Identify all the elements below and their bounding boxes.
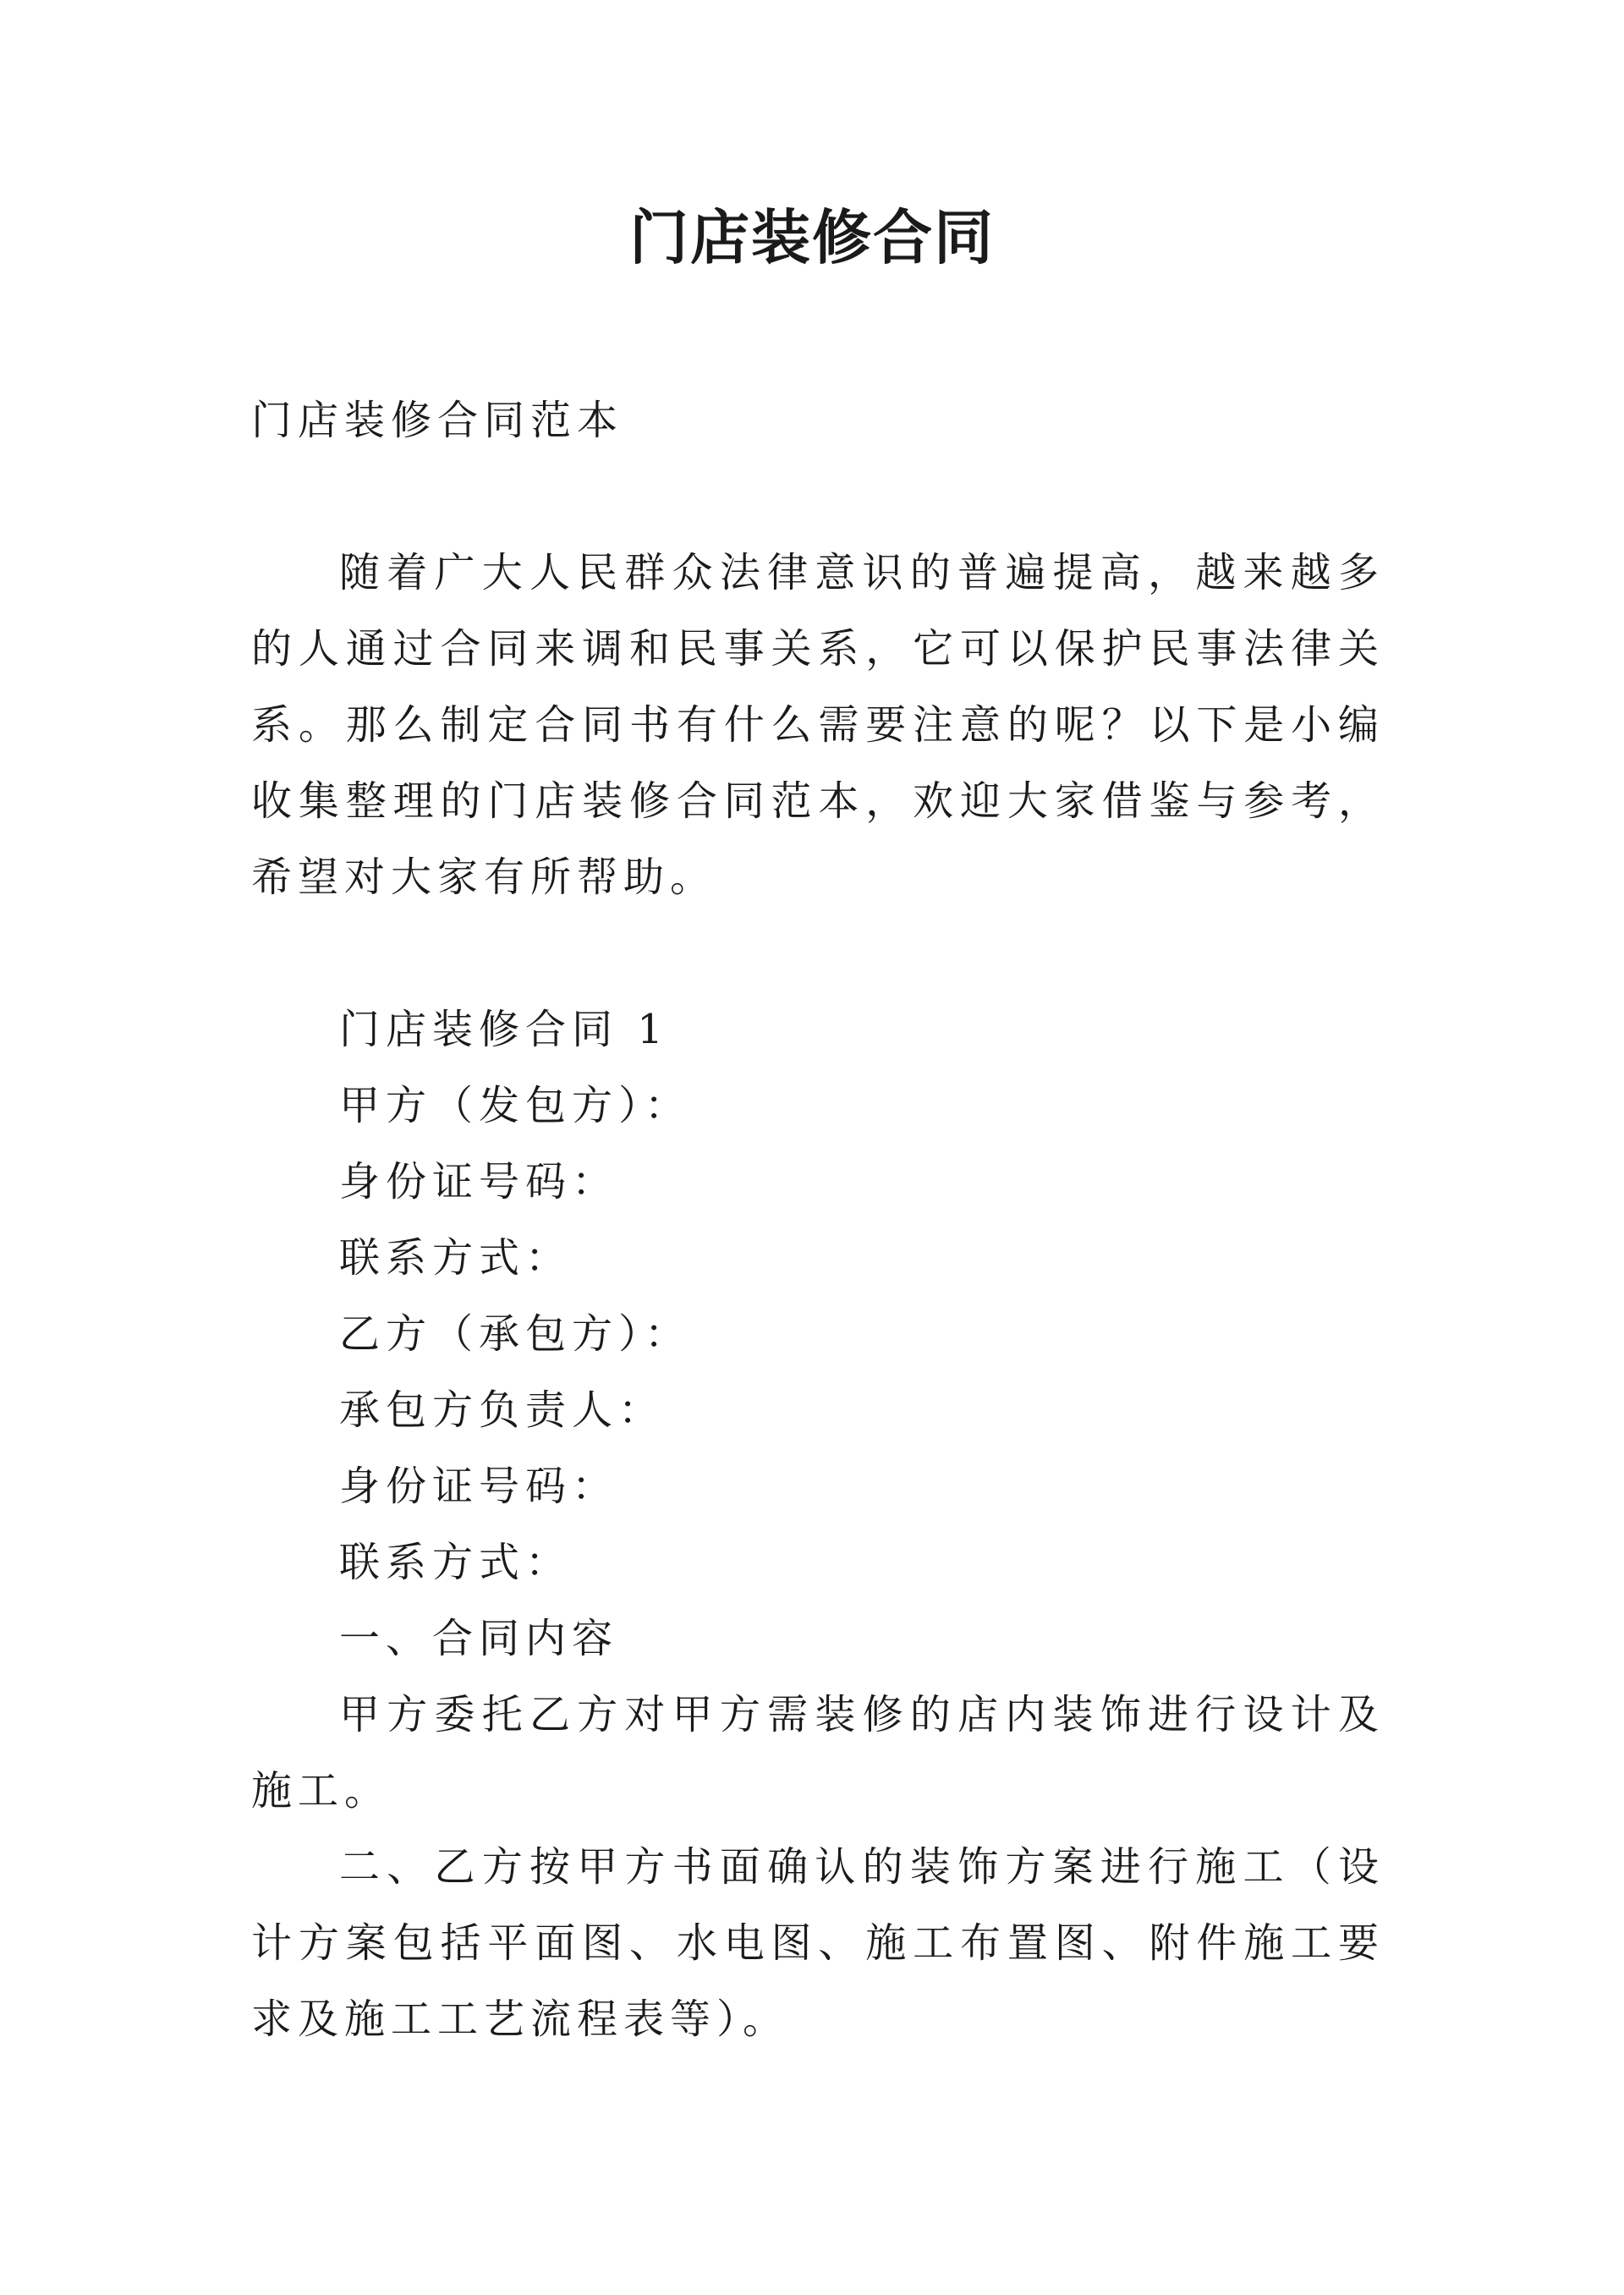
section-1-body: 甲方委托乙方对甲方需装修的店内装饰进行设计及施工。 xyxy=(251,1691,1385,1815)
field-party-b-id: 身份证号码： xyxy=(339,1463,619,1510)
intro-paragraph: 随着广大人民群众法律意识的普遍提高，越来越多的人通过合同来调和民事关系，它可以保护民事法律关系。那么制定合同书有什么需要注意的呢？以下是小编收集整理的门店装修合同范本，欢迎大家借鉴与参考，希望对大家有所帮助。 xyxy=(251,549,1385,901)
paragraph-gap xyxy=(251,915,1385,991)
field-party-b-contact: 联系方式： xyxy=(339,1539,573,1586)
field-party-a-id: 身份证号码： xyxy=(339,1158,619,1205)
document-title: 门店装修合同 xyxy=(629,202,995,272)
document-body xyxy=(251,382,1385,2057)
field-party-a-contact: 联系方式： xyxy=(339,1234,573,1282)
field-party-a: 甲方（发包方）： xyxy=(339,1082,692,1129)
paragraph-gap xyxy=(251,458,1385,535)
document-subtitle: 门店装修合同范本 xyxy=(251,397,624,444)
section-2-body: 二、乙方按甲方书面确认的装饰方案进行施工（设计方案包括平面图、水电图、施工布置图、附件施工要求及施工工艺流程表等）。 xyxy=(251,1843,1385,2043)
field-party-b-manager: 承包方负责人： xyxy=(339,1386,666,1434)
field-party-b: 乙方（承包方）： xyxy=(339,1310,692,1358)
section-1-title: 一、合同内容 xyxy=(339,1615,619,1662)
contract-heading: 门店装修合同 1 xyxy=(339,1006,669,1053)
